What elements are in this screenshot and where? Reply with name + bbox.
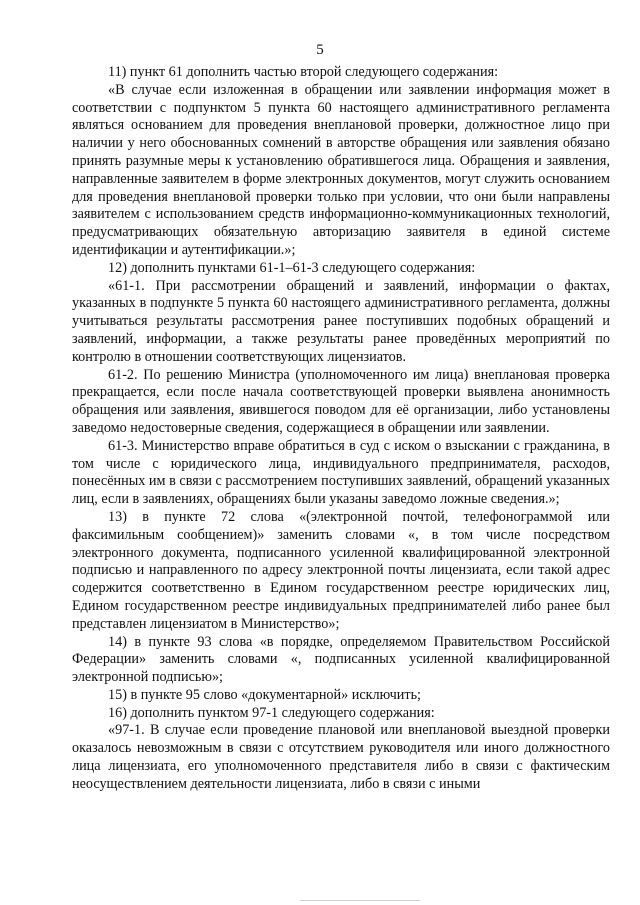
paragraph: 16) дополнить пунктом 97-1 следующего содержания:	[108, 704, 435, 721]
paragraph: 61-3. Министерство вправе обратиться в суд с иском о взыскании с гражданина, в том числе с юридического лица, индивидуального предпринимателя, расходов, понесённых им в связи с рассмотрением поступивших заявлений, обращений указанных лиц, если в заявлениях, обращениях были указаны заведомо ложные сведения.»;	[72, 437, 610, 508]
paragraph: 61-2. По решению Министра (уполномоченного им лица) внеплановая проверка прекращается, если после начала соответствующей проверки выявлена анонимность обращения или заявления, явившегося поводом для её организации, либо установлены заведомо недостоверные сведения, содержащиеся в обращении или заявлении.	[72, 366, 610, 436]
paragraph: 12) дополнить пунктами 61-1–61-3 следующего содержания:	[108, 259, 476, 276]
paragraph: «61-1. При рассмотрении обращений и заявлений, информации о фактах, указанных в подпункте 5 пункта 60 настоящего административного регламента, должны учитываться результаты рассмотрения ранее поступивших подобных обращений и заявлений, информации, а также результаты ранее проведённых мероприятий по контролю в отношении соответствующих лицензиатов.	[72, 277, 610, 365]
paragraph: «В случае если изложенная в обращении или заявлении информация может в соответствии с подпунктом 5 пункта 60 настоящего административного регламента являться основанием для проведения внеплановой проверки, должностное лицо при наличии у него обоснованных сомнений в авторстве обращения или заявления обязано принять разумные меры к установлению обратившегося лица. Обращения и заявления, направленные заявителем в форме электронных документов, могут служить основанием для проведения внеплановой проверки только при условии, что они были направлены заявителем с использованием средств информационно-коммуникационных технологий, предусматривающих обязательную авторизацию заявителя в единой системе идентификации и аутентификации.»;	[72, 81, 610, 258]
paragraph: 14) в пункте 93 слова «в порядке, определяемом Правительством Российской Федерации» заменить словами «, подписанных усиленной квалифицированной электронной подписью»;	[72, 633, 610, 686]
paragraph: 15) в пункте 95 слово «документарной» исключить;	[108, 686, 421, 703]
paragraph: 11) пункт 61 дополнить частью второй следующего содержания:	[108, 64, 499, 80]
page-number: 5	[316, 42, 324, 58]
paragraph: 13) в пункте 72 слова «(электронной почтой, телефонограммой или факсимильным сообщением)» заменить словами «, в том числе посредством электронного документа, подписанного усиленной квалифицированной электронной подписью и направленного по адресу электронной почты лицензиата, если такой адрес содержится соответственно в Едином государственном реестре юридических лиц, Едином государственном реестре индивидуальных предпринимателей либо ранее был представлен лицензиатом в Министерство»;	[72, 508, 610, 632]
scan-edge-mark	[300, 900, 420, 901]
paragraph: «97-1. В случае если проведение плановой или внеплановой выездной проверки оказалось невозможным в связи с отсутствием руководителя или иного должностного лица лицензиата, его уполномоченного представителя либо в связи с фактическим неосуществлением деятельности лицензиата, либо в связи с иными	[72, 722, 610, 792]
document-body	[72, 64, 610, 794]
